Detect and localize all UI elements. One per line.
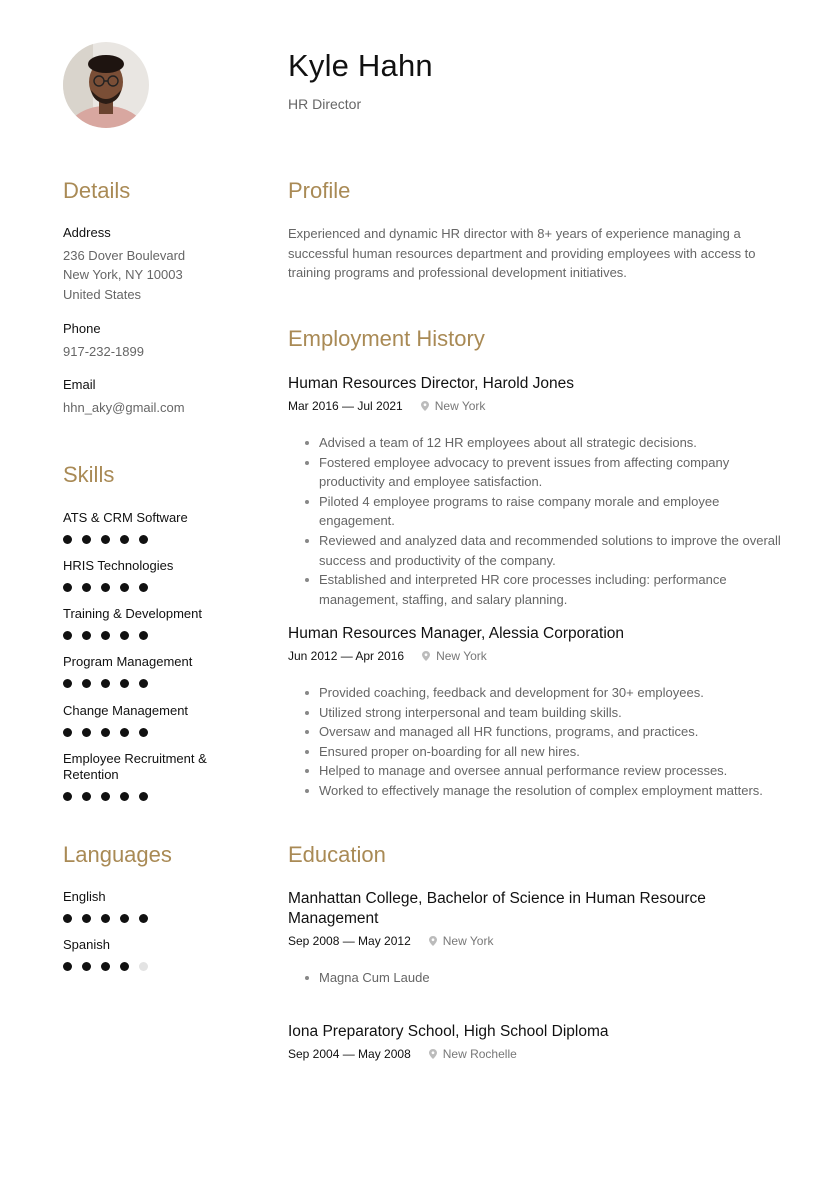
list-item: Worked to effectively manage the resolution of complex employment matters. [288,781,793,801]
email-label: Email [63,377,96,392]
rating-dot-filled [120,631,129,640]
list-item: Established and interpreted HR core processes including: performance management, staffing, and salary planning. [288,570,793,609]
rating-dot-filled [101,583,110,592]
rating-dot-filled [63,631,72,640]
skill-item [63,751,223,801]
rating-dot-filled [120,914,129,923]
language-name: Spanish [63,937,110,952]
education-entry [288,1022,793,1061]
rating-dot-filled [139,583,148,592]
job-bullets [288,683,793,801]
candidate-title: HR Director [288,96,362,112]
education-title: Manhattan College, Bachelor of Science in Human Resource Management [288,890,706,927]
rating-dot-filled [82,535,91,544]
email-value: hhn_aky@gmail.com [63,400,185,415]
job-dates: Jun 2012 — Apr 2016 [288,649,405,663]
rating-dot-filled [101,962,110,971]
rating-dot-filled [63,679,72,688]
skill-item [63,654,243,688]
education-entry [288,889,748,988]
profile-photo [63,42,149,128]
job-entry [288,624,793,801]
rating-dot-filled [120,728,129,737]
rating-dot-filled [63,962,72,971]
candidate-name: Kyle Hahn [288,48,433,83]
map-pin-icon [429,936,437,946]
rating-dot-filled [101,535,110,544]
rating-dot-filled [101,914,110,923]
address-line-1: 236 Dover Boulevard [63,248,186,263]
education-bullets [288,968,748,988]
language-item [63,889,243,923]
rating-dot-filled [120,679,129,688]
address-line-2: New York, NY 10003 [63,267,183,282]
job-location [421,399,486,413]
skill-rating [63,535,243,544]
phone-label: Phone [63,321,101,336]
skill-item [63,606,243,640]
rating-dot-filled [82,583,91,592]
education-location-text: New Rochelle [442,1047,517,1061]
rating-dot-filled [82,792,91,801]
job-meta [288,399,793,413]
rating-dot-filled [63,914,72,923]
list-item: Utilized strong interpersonal and team building skills. [288,703,793,723]
education-location [429,934,494,948]
address-label: Address [63,225,111,240]
rating-dot-filled [120,792,129,801]
job-location-text: New York [434,399,486,413]
rating-dot-filled [139,728,148,737]
skill-rating [63,583,243,592]
rating-dot-filled [139,679,148,688]
job-dates: Mar 2016 — Jul 2021 [288,399,403,413]
rating-dot-filled [82,631,91,640]
rating-dot-filled [101,792,110,801]
skill-item [63,510,243,544]
rating-dot-empty [139,962,148,971]
skill-rating [63,679,243,688]
list-item: Oversaw and managed all HR functions, programs, and practices. [288,722,793,742]
rating-dot-filled [82,914,91,923]
list-item: Provided coaching, feedback and development for 30+ employees. [288,683,793,703]
language-name: English [63,889,106,904]
job-title: Human Resources Manager, Alessia Corporation [288,625,625,642]
skill-name: ATS & CRM Software [63,510,188,525]
education-location-text: New York [442,934,494,948]
rating-dot-filled [82,679,91,688]
rating-dot-filled [101,679,110,688]
rating-dot-filled [63,728,72,737]
rating-dot-filled [120,535,129,544]
list-item: Magna Cum Laude [288,968,748,988]
avatar [63,42,149,128]
rating-dot-filled [120,583,129,592]
list-item: Reviewed and analyzed data and recommended solutions to improve the overall success and productivity of the company. [288,531,793,570]
rating-dot-filled [139,914,148,923]
list-item: Fostered employee advocacy to prevent issues from affecting company productivity and employee satisfaction. [288,453,793,492]
address-line-3: United States [63,287,142,302]
skill-name: Program Management [63,654,193,669]
employment-heading: Employment History [288,326,485,351]
details-heading: Details [63,178,131,203]
rating-dot-filled [101,728,110,737]
job-location-text: New York [436,649,487,663]
rating-dot-filled [120,962,129,971]
education-heading: Education [288,842,386,867]
skill-item [63,558,243,592]
rating-dot-filled [139,631,148,640]
rating-dot-filled [82,962,91,971]
skill-name: Change Management [63,703,189,718]
job-bullets [288,433,793,609]
list-item: Advised a team of 12 HR employees about all strategic decisions. [288,433,793,453]
skill-name: HRIS Technologies [63,558,174,573]
rating-dot-filled [63,792,72,801]
education-dates: Sep 2008 — May 2012 [288,934,411,948]
education-meta [288,934,748,948]
skill-rating [63,631,243,640]
job-location [422,649,487,663]
profile-text: Experienced and dynamic HR director with 8+ years of experience managing a successful human resources department and providing employees with access to training programs and professional development initiatives. [288,226,756,280]
job-title: Human Resources Director, Harold Jones [288,375,575,392]
language-item [63,937,243,971]
map-pin-icon [421,401,429,411]
skill-name: Employee Recruitment & Retention [63,751,207,782]
rating-dot-filled [101,631,110,640]
skills-heading: Skills [63,462,115,487]
language-rating [63,914,243,923]
education-meta [288,1047,793,1061]
rating-dot-filled [63,583,72,592]
skill-rating [63,792,223,801]
education-dates: Sep 2004 — May 2008 [288,1047,411,1061]
skill-rating [63,728,243,737]
map-pin-icon [429,1049,437,1059]
education-title: Iona Preparatory School, High School Diploma [288,1023,609,1040]
list-item: Piloted 4 employee programs to raise company morale and employee engagement. [288,492,793,531]
job-meta [288,649,793,663]
phone-value: 917-232-1899 [63,344,144,359]
education-location [429,1047,517,1061]
list-item: Helped to manage and oversee annual performance review processes. [288,761,793,781]
rating-dot-filled [82,728,91,737]
rating-dot-filled [139,792,148,801]
languages-heading: Languages [63,842,172,867]
language-rating [63,962,243,971]
profile-heading: Profile [288,178,351,203]
job-entry [288,374,793,609]
rating-dot-filled [139,535,148,544]
skill-item [63,703,243,737]
skill-name: Training & Development [63,606,202,621]
list-item: Ensured proper on-boarding for all new hires. [288,742,793,762]
rating-dot-filled [63,535,72,544]
map-pin-icon [422,651,430,661]
